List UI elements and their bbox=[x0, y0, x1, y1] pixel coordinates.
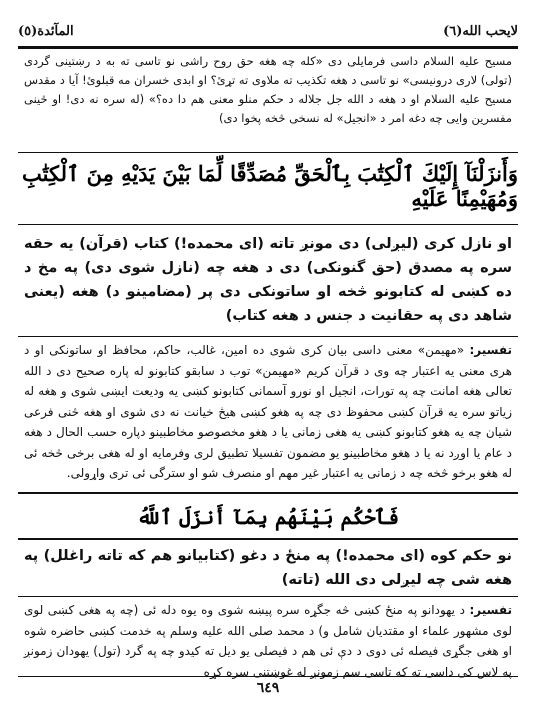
header-surah-label: المآئدة(٥) bbox=[18, 23, 74, 39]
divider bbox=[18, 596, 518, 597]
page-number: ٦٤٩ bbox=[256, 680, 280, 696]
tafsir-label: تفسیر: bbox=[469, 343, 512, 357]
ayah-verse-2: فَٱحْكُم بَيْنَهُم بِمَآ أَنزَلَ ٱللَّهُ bbox=[136, 505, 400, 529]
divider bbox=[18, 152, 518, 153]
running-header bbox=[18, 18, 518, 44]
ayah-verse-1: وَأَنزَلْنَآ إِلَيْكَ ٱلْكِتَٰبَ بِٱلْحَقِّ مُصَدِّقًا لِّمَا بَيْنَ يَدَيْهِ مِنَ ٱلْكِتَٰبِ وَمُهَيْمِنًا عَلَيْهِ bbox=[22, 161, 518, 211]
divider bbox=[18, 336, 518, 337]
intro-paragraph: مسیح علیه السلام داسی فرمایلی دی «کله چه هغه حق روح راشی نو تاسی ته به د رښتینی گردی (تولی) لاری درونیسی» نو تاسی د هغه تکذیب ته ملاوی ته تړئ؟ او ابدی خسران مه قبلوئ! آیا د مقدس مسیح علیه السلام او د هغه د الله جل جلاله د حکم منلو معنی هم دا ده؟» (له سره نه دی! او څینی مفسرین وایی چه دغه امر د «انجیل» له نسخی څخه پخوا دی) bbox=[24, 54, 512, 125]
footer-rule bbox=[18, 676, 518, 677]
tafsir-body: د یهودانو په منځ کښی څه جگړه سره پیښه شوی وه یوه دله ئی (چه په هغی کښی لوی لوی مشهور علماء او مقتدیان شامل و) د محمد صلی الله علیه وسلم په خدمت کښی حاضره شوه او هغی جگړی فیصله ئی دوی د دې ئی هم د فیصلی یو دیل ته کیدو چه په گرد (تول) یهودان زمونږ په لاس کی داسی ته که تاسی سم زمونږ له غوښتنی سره کړه bbox=[24, 603, 512, 679]
divider bbox=[18, 492, 518, 494]
header-juz-label: لايحب الله(٦) bbox=[443, 23, 518, 39]
divider bbox=[18, 538, 518, 540]
tafsir-2 bbox=[24, 600, 512, 682]
divider bbox=[18, 224, 518, 225]
tafsir-1 bbox=[24, 340, 512, 484]
tafsir-body: «مهیمن» معنی داسی بیان کری شوی ده امین، غالب، حاکم، محافظ او ساتونکی او د هری معنی یه اعتبار چه وی د قرآن کریم «مهیمن» توب د سابقو کتابونو له پاره صحیح دی د الله تعالی هغه امانت چه په تورات، انجیل او نورو آسمانی کتابونو کښی یه ودیعت ایښی شوی و هغه له زیاتو سره یه قرآن کښی محفوظ دی چه په هغو کښی هیڅ خیانت نه دی شوی او هغه څنی فرعی شیان چه یه هغو کتابونو کښی یه هغی زمانی یا د هغو مخصوصو مخاطبینو دپاره حسب الحال د هغه د عام یا اوږد نه یا د هغو مخاطبینو یو مضمون تفسیلا تطبیق لری وفرمایه او له هغی برخی څخه ئی له هغو برخو څخه چه د زمانی یه اعتبار غیر مهم او منصرف شو او سترگی ئی تری واړولی. bbox=[24, 343, 512, 480]
page bbox=[18, 18, 518, 698]
translation-2: نو حکم کوه (ای محمده!) په منځ د دغو (کتابیانو هم که تاته راغلل) په هغه شی چه لیږلی دی الله (تاته) bbox=[24, 548, 512, 588]
tafsir-label: تفسیر: bbox=[469, 603, 512, 617]
header-rule bbox=[18, 46, 518, 49]
translation-1: او نازل کری (لیږلی) دی مونږ تاته (ای محمده!) کتاب (قرآن) یه حقه سره په مصدق (حق گنونکی) دی د هغه چه (نازل شوی دی) په مخ د ده کښی له کتابونو څخه او ساتونکی دی پر (مضامینو د) هغه (یعنی شاهد دی په حقانیت د جنس د هغه کتاب) bbox=[24, 236, 512, 324]
